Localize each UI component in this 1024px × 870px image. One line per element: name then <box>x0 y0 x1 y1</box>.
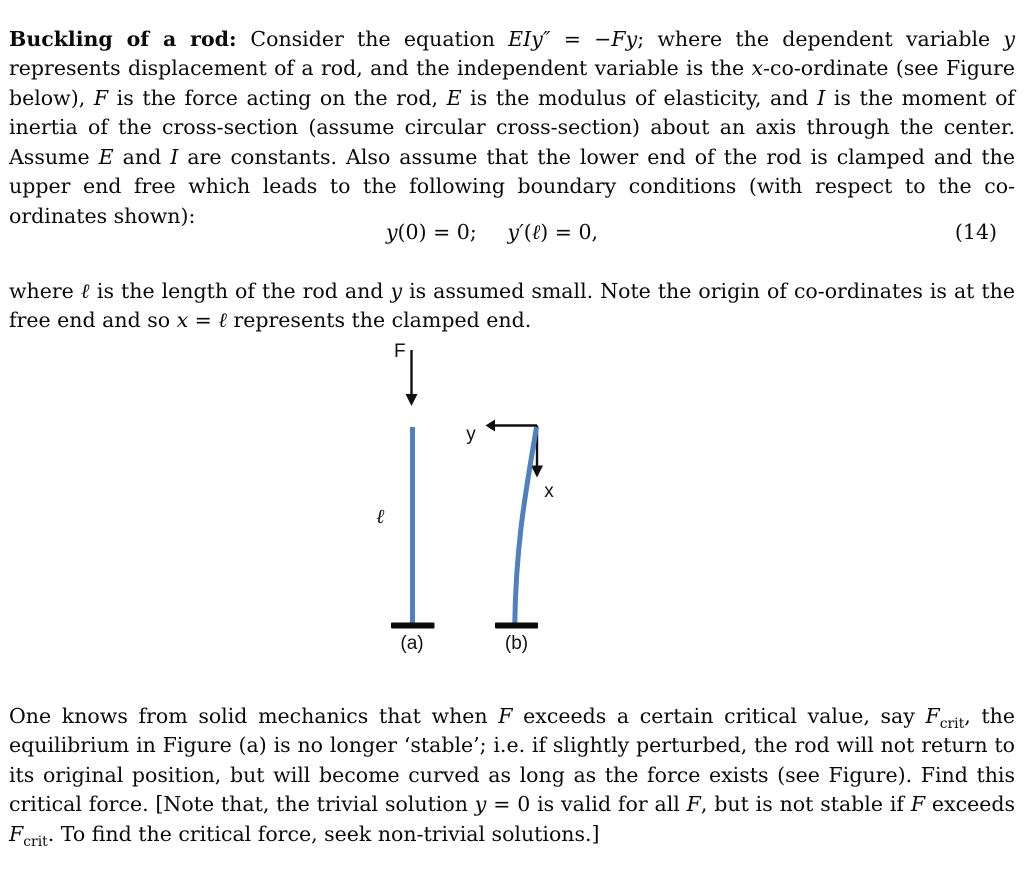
clamped-base-b <box>495 623 538 629</box>
x-axis-label: x <box>544 481 554 502</box>
y-axis-label: y <box>466 424 476 445</box>
problem-statement-paragraph: Buckling of a rod: Consider the equation EIy″ = −Fy; where the dependent variable y represents displacement of a rod, and the independent variable is the x-co-ordinate (see Figure below), F is the force acting on the rod, E is the modulus of elasticity, and I is the moment of inertia of the cross-section (assume circular cross-section) about an axis through the center. Assume E and I are constants. Also assume that the lower end of the rod is clamped and the upper end free which leads to the following boundary conditions (with respect to the co-ordinates shown): <box>9 26 1015 228</box>
y-axis-arrow-head-icon <box>486 420 496 432</box>
equation-number: (14) <box>954 220 997 244</box>
rod-buckling-figure <box>355 330 575 660</box>
rod-length-label: ℓ <box>376 504 385 528</box>
force-arrow-head-icon <box>406 394 418 406</box>
force-label: F <box>394 341 406 362</box>
boundary-conditions-equation: y(0) = 0; y′(ℓ) = 0, <box>385 220 599 244</box>
boundary-conditions-equation-row <box>9 217 1015 248</box>
clamped-base-a <box>391 623 435 629</box>
coordinates-note-paragraph: where ℓ is the length of the rod and y is assumed small. Note the origin of co-ordinates is at the free end and so x = ℓ represents the clamped end. <box>9 278 1015 332</box>
critical-force-paragraph: One knows from solid mechanics that when F exceeds a certain critical value, say $F_{crit}$, the equilibrium in Figure (a) is no longer ‘stable’; i.e. if slightly perturbed, the rod will not return to its original position, but will become curved as long as the force exists (see Figure). Find this critical force. [Note that, the trivial solution y = 0 is valid for all F, but is not stable if F exceeds $F_{crit}$. To find the critical force, seek non-trivial solutions.] <box>9 703 1015 850</box>
subfigure-b-caption: (b) <box>504 633 529 654</box>
x-axis-arrow-head-icon <box>531 466 543 478</box>
subfigure-a-caption: (a) <box>400 633 424 654</box>
buckled-rod <box>515 427 537 623</box>
